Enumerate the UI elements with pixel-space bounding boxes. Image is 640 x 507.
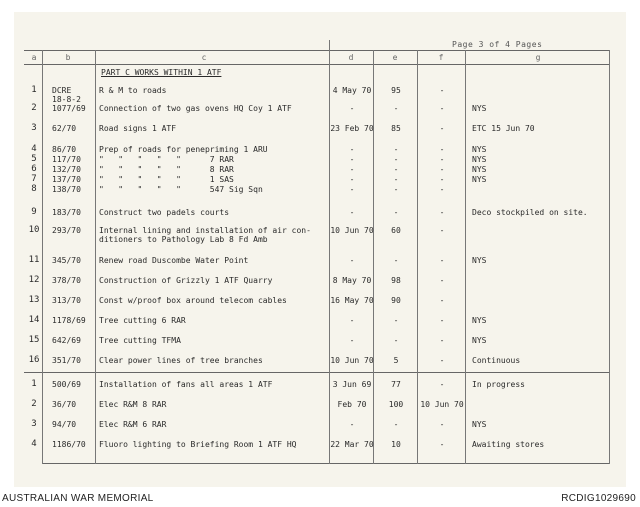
table-cell-b: 313/70 [52,296,81,305]
table-cell-b: 117/70 [52,155,81,164]
table-cell-a: 2 [31,103,37,113]
table-cell-b: 378/70 [52,276,81,285]
table-cell-g: In progress [472,380,525,389]
table-cell-b: 62/70 [52,124,77,133]
table-cell-b: 132/70 [52,165,81,174]
table-cell-g: NYS [472,165,487,174]
table-cell-d: 3 Jun 69 [332,380,372,389]
table-cell-f: - [439,165,445,174]
table-cell-d: - [349,208,355,217]
table-cell-a: 10 [28,225,40,235]
table-cell-b: 500/69 [52,380,81,389]
table-cell-b: 1178/69 [52,316,86,325]
table-cell-f: - [439,155,445,164]
table-cell-d: - [349,316,355,325]
table-cell-f: - [439,316,445,325]
table-cell-b: DCRE 18-8-2 [52,86,81,104]
table-top-rule [24,50,610,51]
table-cell-e: 5 [393,356,399,365]
table-cell-c: Clear power lines of tree branches [99,356,263,365]
table-cell-a: 4 [31,144,37,154]
table-cell-b: 86/70 [52,145,77,154]
table-cell-f: - [439,336,445,345]
table-cell-e: 95 [391,86,401,95]
table-cell-d: - [349,104,355,113]
table-cell-g: Deco stockpiled on site. [472,208,588,217]
table-cell-b: 94/70 [52,420,77,429]
table-cell-e: 77 [391,380,401,389]
section-divider-rule [24,372,610,373]
table-bottom-rule [42,463,610,464]
table-cell-e: 100 [388,400,404,409]
table-cell-e: 10 [391,440,401,449]
table-cell-c: Const w/proof box around telecom cables [99,296,287,305]
table-cell-d: - [349,420,355,429]
table-cell-d: 22 Mar 70 [330,440,374,449]
table-cell-a: 15 [28,335,40,345]
table-cell-d: Feb 70 [337,400,367,409]
table-cell-g: NYS [472,145,487,154]
table-cell-c: Road signs 1 ATF [99,124,177,133]
table-cell-f: - [439,276,445,285]
table-cell-f: - [439,145,445,154]
table-cell-e: - [393,155,399,164]
table-cell-e: - [393,316,399,325]
table-cell-e: 98 [391,276,401,285]
table-cell-d: - [349,256,355,265]
page-label: Page 3 of 4 Pages [452,40,543,49]
table-cell-g: ETC 15 Jun 70 [472,124,535,133]
table-cell-d: - [349,175,355,184]
table-cell-a: 12 [28,275,40,285]
table-cell-c: Tree cutting TFMA [99,336,181,345]
table-cell-c: Connection of two gas ovens HQ Coy 1 ATF [99,104,292,113]
table-cell-f: - [439,208,445,217]
table-cell-a: 1 [31,379,37,389]
column-header: a [31,53,37,62]
table-cell-g: Awaiting stores [472,440,545,449]
footer-right: RCDIG1029690 [561,493,636,504]
table-cell-e: - [393,185,399,194]
table-cell-f: - [439,185,445,194]
table-cell-g: NYS [472,175,487,184]
table-cell-a: 4 [31,439,37,449]
table-cell-f: - [439,420,445,429]
section-heading: PART C WORKS WITHIN 1 ATF [101,68,222,77]
table-cell-f: - [439,124,445,133]
column-rule [95,50,96,464]
table-cell-d: - [349,145,355,154]
table-cell-c: " " " " " 547 Sig Sqn [99,185,263,194]
table-left-rule [42,50,43,464]
table-cell-b: 1077/69 [52,104,86,113]
table-cell-g: NYS [472,316,487,325]
table-cell-f: - [439,256,445,265]
table-cell-c: Elec R&M 6 RAR [99,420,167,429]
table-cell-c: " " " " " 8 RAR [99,165,234,174]
table-cell-g: NYS [472,420,487,429]
table-cell-b: 36/70 [52,400,77,409]
table-cell-b: 137/70 [52,175,81,184]
table-cell-e: - [393,256,399,265]
table-cell-e: 90 [391,296,401,305]
table-cell-f: - [439,296,445,305]
table-cell-c: Fluoro lighting to Briefing Room 1 ATF HQ [99,440,297,449]
table-cell-g: NYS [472,104,487,113]
table-cell-d: 8 May 70 [332,276,372,285]
table-cell-e: - [393,145,399,154]
header-rule [24,64,610,65]
table-cell-f: 10 Jun 70 [420,400,464,409]
table-cell-c: " " " " " 7 RAR [99,155,234,164]
table-cell-a: 14 [28,315,40,325]
document-sheet [14,12,626,487]
table-cell-f: - [439,86,445,95]
footer-left: AUSTRALIAN WAR MEMORIAL [2,493,154,504]
table-cell-b: 293/70 [52,226,81,235]
table-cell-c: Construction of Grizzly 1 ATF Quarry [99,276,273,285]
table-cell-a: 8 [31,184,37,194]
table-cell-a: 6 [31,164,37,174]
table-cell-e: 85 [391,124,401,133]
table-cell-d: - [349,185,355,194]
table-cell-g: NYS [472,256,487,265]
table-cell-f: - [439,175,445,184]
table-cell-b: 345/70 [52,256,81,265]
column-header: b [65,53,71,62]
table-cell-f: - [439,356,445,365]
column-header: d [348,53,354,62]
table-cell-g: Continuous [472,356,521,365]
table-cell-c: Renew road Duscombe Water Point [99,256,249,265]
table-cell-a: 11 [28,255,40,265]
table-cell-c: Construct two padels courts [99,208,230,217]
table-cell-d: - [349,165,355,174]
table-cell-a: 3 [31,419,37,429]
table-cell-a: 3 [31,123,37,133]
table-cell-c: R & M to roads [99,86,167,95]
table-cell-a: 16 [28,355,40,365]
table-cell-f: - [439,440,445,449]
table-cell-b: 642/69 [52,336,81,345]
table-cell-c: " " " " " 1 SAS [99,175,234,184]
table-cell-d: 23 Feb 70 [330,124,374,133]
column-header: e [392,53,398,62]
table-cell-e: - [393,420,399,429]
table-cell-c: Installation of fans all areas 1 ATF [99,380,273,389]
column-header: c [201,53,207,62]
table-cell-f: - [439,104,445,113]
table-cell-e: - [393,208,399,217]
table-cell-c: Tree cutting 6 RAR [99,316,186,325]
table-cell-d: - [349,336,355,345]
table-cell-a: 5 [31,154,37,164]
column-header: f [438,53,444,62]
table-cell-d: 10 Jun 70 [330,356,374,365]
table-cell-a: 13 [28,295,40,305]
table-cell-d: 4 May 70 [332,86,372,95]
table-cell-e: - [393,165,399,174]
table-cell-c: Elec R&M 8 RAR [99,400,167,409]
column-header: g [535,53,541,62]
table-cell-e: 60 [391,226,401,235]
table-cell-b: 351/70 [52,356,81,365]
table-cell-a: 7 [31,174,37,184]
table-right-rule [609,50,610,464]
table-cell-a: 1 [31,85,37,95]
table-cell-e: - [393,175,399,184]
table-cell-g: NYS [472,155,487,164]
table-cell-e: - [393,104,399,113]
table-cell-f: - [439,380,445,389]
table-cell-g: NYS [472,336,487,345]
table-cell-a: 9 [31,207,37,217]
table-cell-b: 1186/70 [52,440,86,449]
table-cell-c: Prep of roads for penepriming 1 ARU [99,145,268,154]
table-cell-d: 10 Jun 70 [330,226,374,235]
table-cell-f: - [439,226,445,235]
table-cell-b: 138/70 [52,185,81,194]
table-cell-d: 16 May 70 [330,296,374,305]
table-cell-a: 2 [31,399,37,409]
table-cell-e: - [393,336,399,345]
table-cell-b: 183/70 [52,208,81,217]
table-cell-d: - [349,155,355,164]
table-cell-c: Internal lining and installation of air con- ditioners to Pathology Lab 8 Fd Amb [99,226,311,244]
